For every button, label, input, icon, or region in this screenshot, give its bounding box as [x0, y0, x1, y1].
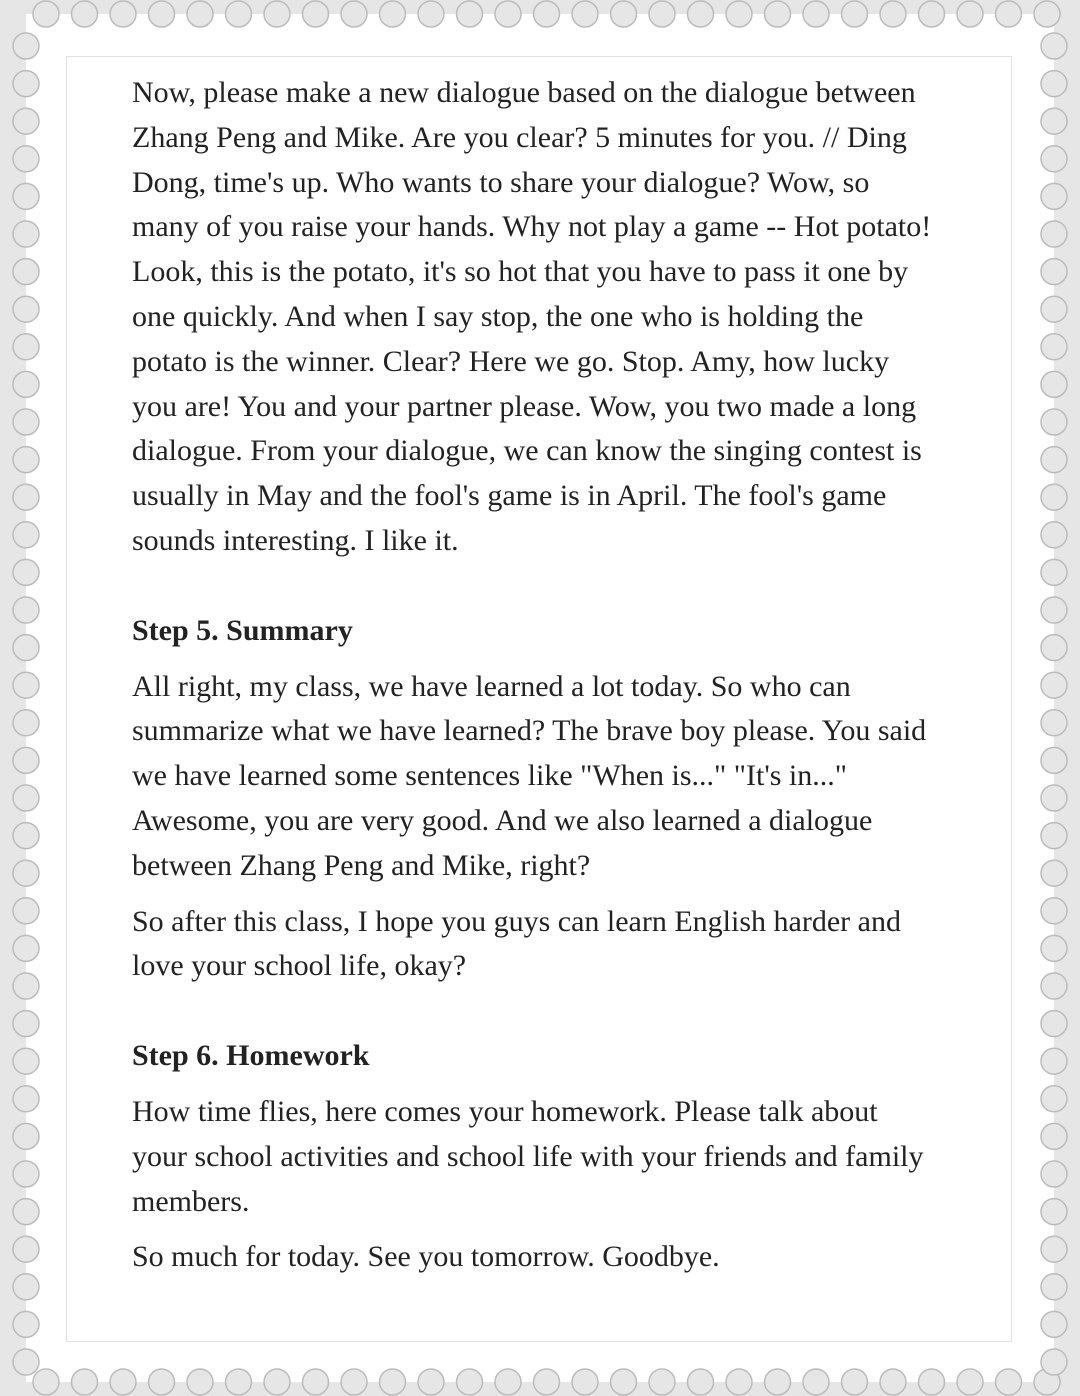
stamp-perforation — [110, 1, 136, 27]
stamp-perforation — [13, 597, 39, 623]
stamp-perforation — [418, 1, 444, 27]
stamp-perforation — [13, 296, 39, 322]
stamp-perforation — [33, 1369, 59, 1395]
step-6-paragraph-1: How time flies, here comes your homework. Please talk about your school activities and school life with your friends and family members. — [132, 1094, 924, 1218]
stamp-perforation — [1041, 823, 1067, 849]
stamp-perforation — [688, 1, 714, 27]
stamp-perforation — [13, 710, 39, 736]
stamp-perforation — [611, 1, 637, 27]
section-step-6 — [132, 1034, 932, 1280]
stamp-perforation — [226, 1369, 252, 1395]
stamp-perforation — [1041, 935, 1067, 961]
stamp-perforation — [1041, 447, 1067, 473]
stamp-perforation — [1041, 484, 1067, 510]
stamp-perforation — [13, 823, 39, 849]
stamp-perforation — [226, 1, 252, 27]
step-5-paragraph-2: So after this class, I hope you guys can learn English harder and love your school life, okay? — [132, 904, 901, 983]
stamp-perforation — [495, 1369, 521, 1395]
stamp-perforation — [13, 635, 39, 661]
stamp-perforation — [13, 559, 39, 585]
stamp-perforation — [534, 1369, 560, 1395]
stamp-perforation — [341, 1, 367, 27]
stamp-perforation — [1041, 221, 1067, 247]
stamp-perforation — [1041, 559, 1067, 585]
stamp-perforation — [1041, 183, 1067, 209]
stamp-perforation — [1041, 71, 1067, 97]
stamp-perforation — [341, 1369, 367, 1395]
stamp-perforation — [380, 1369, 406, 1395]
stamp-perforation — [1041, 146, 1067, 172]
stamp-perforation — [1041, 973, 1067, 999]
stamp-perforation — [1041, 259, 1067, 285]
stamp-perforation — [1041, 1011, 1067, 1037]
stamp-perforation — [1041, 860, 1067, 886]
stamp-perforation — [418, 1369, 444, 1395]
stamp-perforation — [996, 1369, 1022, 1395]
stamp-perforation — [1041, 747, 1067, 773]
stamp-perforation — [1041, 1123, 1067, 1149]
stamp-perforation — [765, 1369, 791, 1395]
stamp-perforation — [803, 1, 829, 27]
section-heading-step-5: Step 5. Summary — [132, 613, 353, 647]
stamp-perforation — [13, 221, 39, 247]
stamp-perforation — [1041, 635, 1067, 661]
stamp-perforation — [880, 1369, 906, 1395]
stamp-perforation — [13, 1199, 39, 1225]
stamp-perforation — [380, 1, 406, 27]
stamp-perforation — [1041, 1274, 1067, 1300]
stamp-perforation — [495, 1, 521, 27]
stamp-perforation — [149, 1369, 175, 1395]
stamp-perforation — [13, 973, 39, 999]
stamp-perforation — [957, 1, 983, 27]
stamp-perforation — [726, 1369, 752, 1395]
stamp-perforation — [1041, 1311, 1067, 1337]
stamp-perforation — [842, 1, 868, 27]
stamp-perforation — [13, 522, 39, 548]
stamp-perforation — [1041, 710, 1067, 736]
stamp-perforation — [13, 334, 39, 360]
stamp-perforation — [13, 747, 39, 773]
stamp-perforation — [688, 1369, 714, 1395]
stamp-perforation — [33, 1, 59, 27]
stamp-perforation — [1041, 785, 1067, 811]
stamp-perforation — [1041, 108, 1067, 134]
stamp-perforation — [13, 33, 39, 59]
stamp-perforation — [457, 1, 483, 27]
stamp-perforation — [1041, 898, 1067, 924]
stamp-perforation — [1041, 1161, 1067, 1187]
stamp-perforation — [13, 1011, 39, 1037]
stamp-perforation — [1041, 296, 1067, 322]
stamp-perforation — [187, 1369, 213, 1395]
stamp-perforation — [187, 1, 213, 27]
section-heading-step-6: Step 6. Homework — [132, 1039, 370, 1073]
stamp-perforation — [149, 1, 175, 27]
stamp-perforation — [13, 1161, 39, 1187]
stamp-perforation — [13, 183, 39, 209]
stamp-perforation — [13, 1311, 39, 1337]
stamp-perforation — [1041, 409, 1067, 435]
stamp-perforation — [13, 146, 39, 172]
stamp-perforation — [1041, 371, 1067, 397]
stamp-perforation — [264, 1, 290, 27]
section-step-5 — [132, 609, 932, 989]
stamp-perforation — [13, 1123, 39, 1149]
stamp-perforation — [13, 447, 39, 473]
step-5-paragraph-1: All right, my class, we have learned a lot today. So who can summarize what we have learned? The brave boy please. You said we have learned some sentences like "When is..." "It's in..." Awesome, you are very good. And we also learned a dialogue between Zhang Peng and Mike, right? — [132, 669, 927, 882]
stamp-perforation — [1041, 334, 1067, 360]
stamp-perforation — [303, 1, 329, 27]
stamp-perforation — [1041, 1349, 1067, 1375]
stamp-perforation — [13, 898, 39, 924]
stamp-perforation — [264, 1369, 290, 1395]
stamp-perforation — [842, 1369, 868, 1395]
stamp-perforation — [572, 1369, 598, 1395]
stamp-perforation — [919, 1, 945, 27]
stamp-perforation — [72, 1, 98, 27]
stamp-perforation — [534, 1, 560, 27]
stamp-perforation — [13, 71, 39, 97]
stamp-perforation — [919, 1369, 945, 1395]
stamp-perforation — [649, 1, 675, 27]
stamp-perforation — [13, 1236, 39, 1262]
stamp-perforation — [110, 1369, 136, 1395]
stamp-perforation — [649, 1369, 675, 1395]
intro-paragraph: Now, please make a new dialogue based on the dialogue between Zhang Peng and Mike. Are you clear? 5 minutes for you. // Ding Dong, time's up. Who wants to share your dialogue? Wow, so many of you raise your hands. Why not play a game -- Hot potato! Look, this is the potato, it's so hot that you have to pass it one by one quickly. And when I say stop, the one who is holding the potato is the winner. Clear? Here we go. Stop. Amy, how lucky you are! You and your partner please. Wow, you two made a long dialogue. From your dialogue, we can know the singing contest is usually in May and the fool's game is in April. The fool's game sounds interesting. I like it. — [132, 76, 932, 557]
stamp-perforation — [957, 1369, 983, 1395]
stamp-perforation — [13, 1086, 39, 1112]
stamp-perforation — [13, 484, 39, 510]
stamp-perforation — [1041, 522, 1067, 548]
stamp-perforation — [996, 1, 1022, 27]
stamp-perforation — [726, 1, 752, 27]
stamp-perforation — [1041, 33, 1067, 59]
stamp-perforation — [13, 672, 39, 698]
stamp-perforation — [572, 1, 598, 27]
stamp-perforation — [13, 1048, 39, 1074]
stamp-perforation — [1041, 1236, 1067, 1262]
stamp-perforation — [1041, 1048, 1067, 1074]
step-6-paragraph-2: So much for today. See you tomorrow. Goodbye. — [132, 1240, 720, 1274]
stamp-perforation — [13, 371, 39, 397]
stamp-perforation — [1034, 1, 1060, 27]
stamp-perforation — [13, 1349, 39, 1375]
stamp-perforation — [13, 108, 39, 134]
stamp-perforation — [457, 1369, 483, 1395]
stamp-perforation — [13, 409, 39, 435]
stamp-perforation — [13, 935, 39, 961]
stamp-perforation — [611, 1369, 637, 1395]
stamp-perforation — [1041, 1086, 1067, 1112]
document-content — [132, 71, 932, 1280]
stamp-perforation — [1041, 597, 1067, 623]
stamp-perforation — [13, 860, 39, 886]
stamp-perforation — [303, 1369, 329, 1395]
stamp-perforation — [13, 785, 39, 811]
stamp-perforation — [803, 1369, 829, 1395]
stamp-perforation — [72, 1369, 98, 1395]
stamp-perforation — [880, 1, 906, 27]
stamp-perforation — [13, 259, 39, 285]
stamp-perforation — [1041, 672, 1067, 698]
stamp-perforation — [765, 1, 791, 27]
stamp-perforation — [13, 1274, 39, 1300]
stamp-perforation — [1041, 1199, 1067, 1225]
